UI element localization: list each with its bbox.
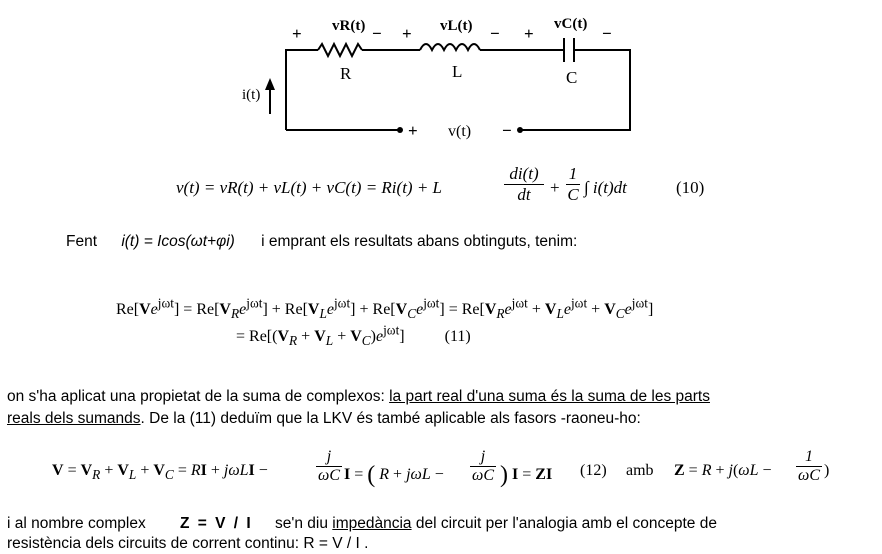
eq10-integral: ∫ i(t)dt bbox=[584, 178, 627, 197]
eq10-lhs: v(t) = vR(t) + vL(t) + vC(t) = Ri(t) + L bbox=[176, 178, 443, 197]
eq10-frac-num: di(t) bbox=[504, 164, 544, 185]
eq12-frac-num: j bbox=[316, 448, 342, 467]
text-p3-impedancia: impedància bbox=[332, 515, 412, 532]
resistor-symbol bbox=[318, 44, 362, 56]
eq12-frac-j-wc bbox=[316, 448, 342, 485]
text-paragraph-3-line1 bbox=[7, 515, 717, 533]
vr-label: vR(t) bbox=[332, 18, 366, 34]
eq10-plus: + bbox=[550, 178, 560, 197]
text-paragraph-2-line1 bbox=[7, 388, 710, 406]
vc-label: vC(t) bbox=[554, 16, 588, 32]
source-voltage-label: v(t) bbox=[448, 123, 472, 140]
vc-plus-sign: + bbox=[524, 24, 534, 43]
inductor-symbol bbox=[420, 44, 480, 50]
inductor-label: L bbox=[452, 62, 463, 81]
terminal-plus-dot bbox=[397, 127, 403, 133]
eq12-frac2-num: j bbox=[470, 448, 496, 467]
rlc-circuit-diagram bbox=[240, 8, 640, 143]
eq10-number: (10) bbox=[676, 178, 705, 197]
eq12-frac3-num: 1 bbox=[796, 448, 822, 467]
current-arrow-head-icon bbox=[265, 78, 275, 90]
source-plus-sign: + bbox=[408, 121, 418, 140]
eq12-frac2 bbox=[470, 448, 496, 485]
circuit-wire-left bbox=[286, 50, 318, 130]
eq12-frac3-den: ωC bbox=[798, 467, 820, 484]
text-p3-line2: resistència dels circuits de corrent continu: R = V / I . bbox=[7, 535, 369, 552]
vr-plus-sign: + bbox=[292, 24, 302, 43]
vl-label: vL(t) bbox=[440, 18, 473, 34]
eq12-number: (12) bbox=[580, 462, 607, 479]
equation-11-line1 bbox=[116, 296, 653, 323]
text-paragraph-2-line2 bbox=[7, 410, 641, 428]
text-fent-rest: i emprant els resultats abans obtinguts, tenim: bbox=[261, 233, 578, 250]
text-p2-underlined-1: la part real d'una suma és la suma de les parts bbox=[389, 388, 710, 405]
text-p3-a: i al nombre complex bbox=[7, 515, 146, 532]
eq10-fraction-didt bbox=[504, 164, 544, 205]
eq10-frac2-num: 1 bbox=[566, 164, 580, 185]
text-fent-line bbox=[66, 233, 577, 251]
eq11-number: (11) bbox=[444, 328, 471, 346]
text-fent: Fent bbox=[66, 233, 98, 250]
eq12-part3: ) I = ZI bbox=[500, 462, 553, 488]
text-p2-b: . De la (11) deduïm que la LKV és també aplicable als fasors -raoneu-ho: bbox=[140, 410, 641, 427]
vc-minus-sign: − bbox=[602, 24, 612, 43]
eq10-frac-den: dt bbox=[517, 185, 531, 204]
eq12-frac2-den: ωC bbox=[472, 467, 494, 484]
eq11-part: $Re[Ve^{j\omega t}] = Re[V_Re^{j\omega t}] + Re[V_Le^{j\omega t}] + Re[V_Ce^{j\omega t}] = Re[V_Re^{j\omega t} + V_Le^{j\omega t} + V_Ce^{j\omega t}]$ bbox=[116, 296, 654, 322]
vl-minus-sign: − bbox=[490, 24, 500, 43]
text-p3-z-definition: Z = V / I bbox=[180, 515, 251, 532]
eq12-amb: amb bbox=[626, 462, 654, 479]
text-p2-a: on s'ha aplicat una propietat de la suma de complexos: bbox=[7, 388, 390, 405]
vr-minus-sign: − bbox=[372, 24, 382, 43]
eq12-part1: $V = V_R + V_L + V_C$ = RI + jωLI − bbox=[52, 462, 268, 483]
terminal-minus-dot bbox=[517, 127, 523, 133]
vl-plus-sign: + bbox=[402, 24, 412, 43]
text-paragraph-3-line2 bbox=[7, 535, 368, 553]
eq12-part2: I = ( R + jωL − bbox=[344, 462, 444, 488]
text-p3-c: se'n diu bbox=[275, 515, 333, 532]
equation-11-line2 bbox=[236, 323, 471, 350]
eq10-fraction-1c bbox=[566, 164, 580, 205]
eq10-frac2-den: C bbox=[567, 185, 579, 204]
eq11-line2-part: = $Re[(V_R + V_L + V_C)e^{j\omega t}]$ bbox=[236, 323, 405, 349]
eq12-close: ) bbox=[824, 462, 830, 479]
capacitor-label: C bbox=[566, 68, 578, 87]
text-current-formula: i(t) = Icos(ωt+φi) bbox=[121, 233, 235, 250]
eq12-z-part: Z = R + j(ωL − bbox=[674, 462, 772, 479]
current-label: i(t) bbox=[242, 87, 261, 103]
circuit-wire-right bbox=[522, 50, 630, 130]
text-p3-d: del circuit per l'analogia amb el concepte de bbox=[411, 515, 717, 532]
eq12-frac-den: ωC bbox=[318, 467, 340, 484]
text-p2-underlined-2: reals dels sumands bbox=[7, 410, 141, 427]
resistor-label: R bbox=[340, 64, 352, 83]
source-minus-sign: − bbox=[502, 121, 512, 140]
eq12-frac3 bbox=[796, 448, 822, 485]
